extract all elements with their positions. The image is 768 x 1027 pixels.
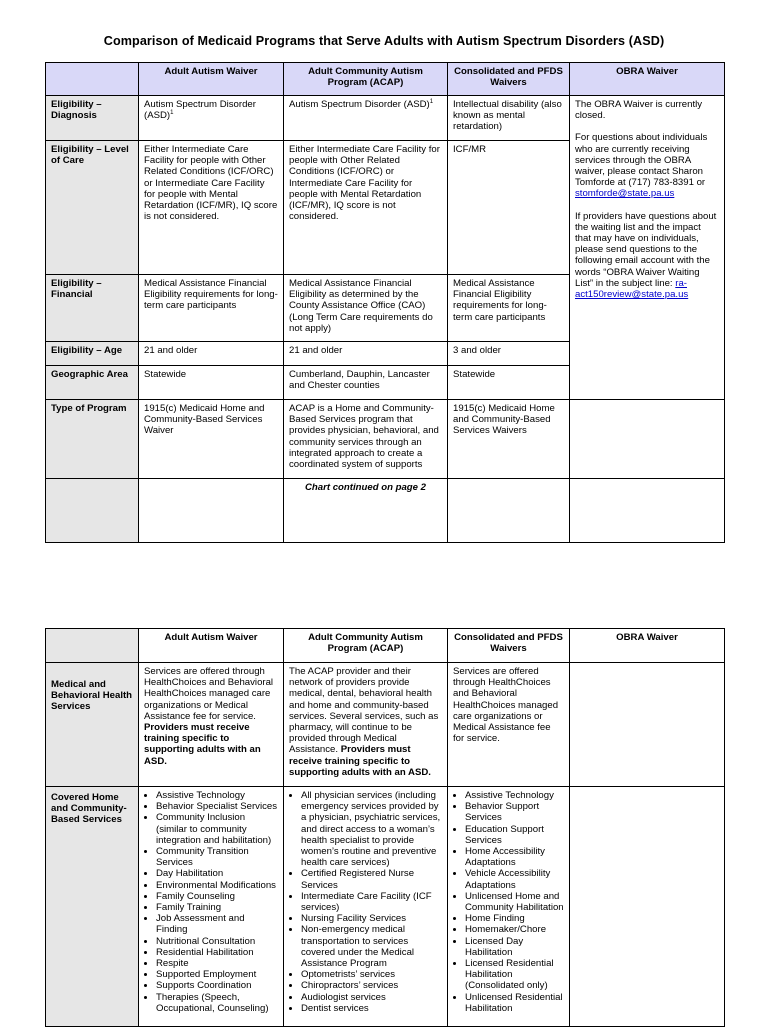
list-item: • Home Accessibility Adaptations: [465, 846, 564, 868]
cell-text: Services are offered through HealthChoices and Behavioral HealthChoices managed care organizations or Medical Assistance fee for service.: [144, 666, 274, 722]
cell-obra-notice: [570, 96, 725, 400]
cell-cons: Services are offered through HealthChoices and Behavioral HealthChoices managed care organizations or Medical Assistance fee for service.: [448, 663, 570, 787]
list-item: • Community Inclusion (similar to community integration and habilitation): [156, 812, 278, 846]
obra-waitlist-text: [575, 211, 719, 301]
cell-aaw: 1915(c) Medicaid Home and Community-Based Services Waiver: [139, 400, 284, 479]
obra-waitlist-body: If providers have questions about the waiting list and the impact that may have on individuals, please send questions to the following email account with the words “OBRA Waiver Waiting List” in the subject line:: [575, 210, 717, 289]
row-label: Medical and Behavioral Health Services: [46, 663, 139, 787]
cell-obra: [570, 479, 725, 543]
col-header-obra: OBRA Waiver: [570, 63, 725, 96]
row-label: Eligibility – Financial: [46, 275, 139, 342]
row-label: Covered Home and Community-Based Services: [46, 787, 139, 1027]
list-item: • Family Counseling: [156, 891, 278, 902]
cell-cons: 1915(c) Medicaid Home and Community-Based Services Waivers: [448, 400, 570, 479]
list-item: • Homemaker/Chore: [465, 924, 564, 935]
comparison-table-page1: [45, 62, 725, 543]
list-item: • Day Habilitation: [156, 868, 278, 879]
list-item: • Non-emergency medical transportation to services covered under the Medical Assistance Program: [301, 924, 442, 969]
cell-aaw: 21 and older: [139, 342, 284, 366]
cell-cons: Medical Assistance Financial Eligibility requirements for long-term care participants: [448, 275, 570, 342]
cell-cons: Intellectual disability (also known as mental retardation): [448, 96, 570, 141]
col-header-adult-autism-waiver: Adult Autism Waiver: [139, 63, 284, 96]
row-label: Eligibility – Level of Care: [46, 141, 139, 275]
row-label: Eligibility – Diagnosis: [46, 96, 139, 141]
list-item: • Behavior Support Services: [465, 801, 564, 823]
list-item: • Vehicle Accessibility Adaptations: [465, 868, 564, 890]
cell-obra: [570, 400, 725, 479]
row-type-of-program: [46, 400, 725, 479]
list-item: • Job Assessment and Finding: [156, 913, 278, 935]
cell-aaw: Either Intermediate Care Facility for people with Other Related Conditions (ICF/ORC) or Intermediate Care Facility for people with Mental Retardation (ICF/MR), IQ score is not considered.: [139, 141, 284, 275]
cell-aaw: [139, 96, 284, 141]
cell-aaw: [139, 663, 284, 787]
list-item: • Home Finding: [465, 913, 564, 924]
obra-contact-text: [575, 132, 719, 199]
col-header-obra: OBRA Waiver: [570, 629, 725, 663]
header-row: [46, 629, 725, 663]
list-item: • Licensed Day Habilitation: [465, 936, 564, 958]
list-item: • Nursing Facility Services: [301, 913, 442, 924]
list-item: • Audiologist services: [301, 992, 442, 1003]
cell-obra: [570, 663, 725, 787]
list-item: • All physician services (including emergency services provided by a physician, psychiatric services, and direct access to a woman’s health specialist to provide women’s routine and preventive health care services): [301, 790, 442, 868]
cell-aaw: Statewide: [139, 366, 284, 400]
list-item: • Licensed Residential Habilitation (Consolidated only): [465, 958, 564, 992]
footnote-marker: 1: [170, 110, 174, 117]
row-label: Geographic Area: [46, 366, 139, 400]
cell-acap: [284, 96, 448, 141]
list-item: • Intermediate Care Facility (ICF services): [301, 891, 442, 913]
list-item: • Assistive Technology: [156, 790, 278, 801]
col-header-acap: Adult Community Autism Program (ACAP): [284, 63, 448, 96]
row-label: Eligibility – Age: [46, 342, 139, 366]
list-item: • Unlicensed Home and Community Habilitation: [465, 891, 564, 913]
row-covered-services: [46, 787, 725, 1027]
col-header-consolidated-pfds: Consolidated and PFDS Waivers: [448, 63, 570, 96]
cell-acap: Either Intermediate Care Facility for people with Other Related Conditions (ICF/ORC) or Intermediate Care Facility for people with Mental Retardation (ICF/MR), IQ score is not considered.: [284, 141, 448, 275]
col-header-acap: Adult Community Autism Program (ACAP): [284, 629, 448, 663]
cell-aaw: Medical Assistance Financial Eligibility requirements for long-term care participants: [139, 275, 284, 342]
row-label: Type of Program: [46, 400, 139, 479]
list-item: • Residential Habilitation: [156, 947, 278, 958]
list-item: • Unlicensed Residential Habilitation: [465, 992, 564, 1014]
row-eligibility-diagnosis: [46, 96, 725, 141]
cell-cons: ICF/MR: [448, 141, 570, 275]
list-item: • Dentist services: [301, 1003, 442, 1014]
list-item: • Optometrists’ services: [301, 969, 442, 980]
service-list: [453, 790, 564, 1014]
col-header-adult-autism-waiver: Adult Autism Waiver: [139, 629, 284, 663]
list-item: • Respite: [156, 958, 278, 969]
list-item: • Behavior Specialist Services: [156, 801, 278, 812]
cell-cons: [448, 479, 570, 543]
list-item: • Chiropractors’ services: [301, 980, 442, 991]
row-continued: [46, 479, 725, 543]
cell-aaw: [139, 787, 284, 1027]
list-item: • Nutritional Consultation: [156, 936, 278, 947]
cell-text: Autism Spectrum Disorder (ASD): [144, 99, 256, 122]
cell-text: The ACAP provider and their network of providers provide medical, dental, behavioral health and home and community-based services. Several services, such as pharmacy, will continue to be provided through Medical Assistance.: [289, 666, 439, 756]
cell-aaw: [139, 479, 284, 543]
header-corner: [46, 629, 139, 663]
row-medical-behavioral: [46, 663, 725, 787]
footnote-marker: 1: [429, 98, 434, 105]
contact-email-link[interactable]: stomforde@state.pa.us: [575, 188, 675, 200]
header-corner: [46, 63, 139, 96]
list-item: • Assistive Technology: [465, 790, 564, 801]
col-header-consolidated-pfds: Consolidated and PFDS Waivers: [448, 629, 570, 663]
list-item: • Supported Employment: [156, 969, 278, 980]
list-item: • Community Transition Services: [156, 846, 278, 868]
cell-acap: [284, 663, 448, 787]
cell-acap: ACAP is a Home and Community-Based Services program that provides physician, behavioral, and community services through an integrated approach to create a coordinated system of supports: [284, 400, 448, 479]
cell-acap: Cumberland, Dauphin, Lancaster and Chester counties: [284, 366, 448, 400]
cell-acap: 21 and older: [284, 342, 448, 366]
comparison-table-page2: [45, 628, 725, 1027]
service-list: [289, 790, 442, 1014]
training-note: Providers must receive training specific to supporting adults with an ASD.: [144, 722, 261, 767]
list-item: • Therapies (Speech, Occupational, Counseling): [156, 992, 278, 1014]
list-item: • Supports Coordination: [156, 980, 278, 991]
list-item: • Certified Registered Nurse Services: [301, 868, 442, 890]
cell-acap: [284, 787, 448, 1027]
row-label: [46, 479, 139, 543]
obra-closed-text: The OBRA Waiver is currently closed.: [575, 99, 703, 122]
document-title: Comparison of Medicaid Programs that Serve Adults with Autism Spectrum Disorders (ASD): [103, 34, 665, 48]
training-note: Providers must receive training specific to supporting adults with an ASD.: [289, 744, 431, 778]
continued-note: Chart continued on page 2: [284, 479, 448, 543]
header-row: [46, 63, 725, 96]
cell-cons: [448, 787, 570, 1027]
cell-cons: Statewide: [448, 366, 570, 400]
review-email-link[interactable]: ra-act150review@state.pa.us: [575, 277, 689, 301]
cell-acap: Medical Assistance Financial Eligibility as determined by the County Assistance Office (CAO) (Long Term Care requirements do not apply): [284, 275, 448, 342]
list-item: • Family Training: [156, 902, 278, 913]
cell-obra: [570, 787, 725, 1027]
cell-text: Autism Spectrum Disorder (ASD): [289, 99, 430, 110]
service-list: [144, 790, 278, 1014]
list-item: • Education Support Services: [465, 824, 564, 846]
cell-cons: 3 and older: [448, 342, 570, 366]
obra-contact-body: For questions about individuals who are currently receiving services through the OBRA waiver, please contact Sharon Tomforde at (717) 783-8391 or: [575, 132, 708, 189]
list-item: • Environmental Modifications: [156, 880, 278, 891]
